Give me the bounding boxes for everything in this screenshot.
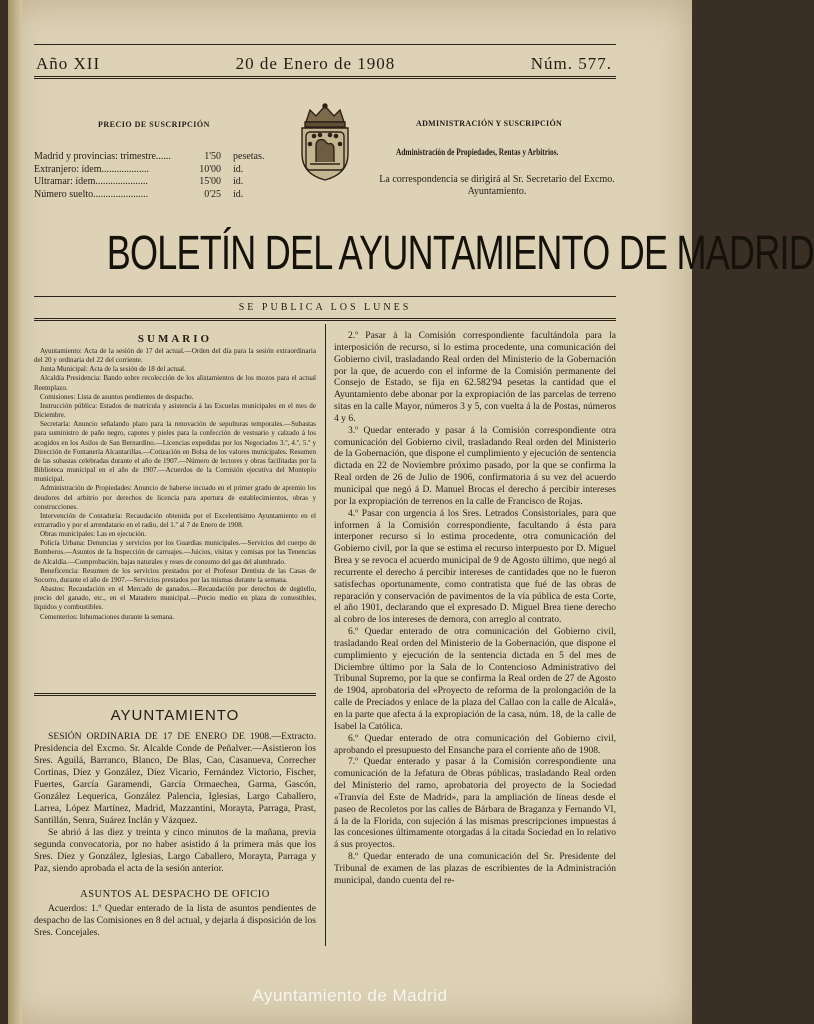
newspaper-page	[8, 0, 814, 1024]
session-paragraph: Se abrió á las diez y treinta y cinco minutos de la mañana, previa segunda convocatoria, por no haber asistido á la primera más que los Sres. Díez y González, Iglesias, Largo Caballero, Morayta, Parraga y Paz, siendo aprobada el acta de la sesión anterior.	[34, 827, 316, 874]
sumario-paragraph: Intervención de Contaduría: Recaudación obtenida por el Excelentísimo Ayuntamiento en el extrarradio y por el arrendatario en el radio, del 1.º al 7 de Enero de 1908.	[34, 511, 316, 529]
price-amount: 0'25	[204, 188, 221, 200]
title-rule	[34, 296, 616, 297]
admin-office: Administración de Propiedades, Rentas y Arbitrios.	[396, 147, 559, 157]
session-paragraph: SESIÓN ORDINARIA DE 17 DE ENERO DE 1908.—Extracto. Presidencia del Excmo. Sr. Alcalde Conde de Peñalver.—Asistieron los Sres. Aguilá, Barranco, Blanco, De Blas, Cao, Casanueva, Correcher Cortinas, Díez y González, Díez Vicario, Fernández Victorio, Fischer, Fuertes, García Garamendi, García Ormaechea, Garma, Gascón, González Lequerica, González Palencia, Iglesias, Largo Caballero, Larrea, López Martínez, Madrid, Mazzantini, Morayta, Parraga, Prast, Santillán, Senra, Suárez Inclán y Vázquez.	[34, 731, 316, 826]
sumario-section	[34, 333, 316, 622]
column-divider	[325, 324, 326, 946]
agreement-paragraph: 4.º Pasar con urgencia á los Sres. Letrados Consistoriales, para que informen á la Comisión correspondiente, facultando á ésta para interponer recurso si lo estima procedente, otra comunicación del Gobierno civil, por la que se estima el recurso interpuesto por D. Miguel Brea y se revoca el acuerdo municipal de 9 de Agosto último, que negó al recurrente el derecho á percibir intereses de cantidades que no le fueron satisfechas oportunamente, como contratista que fué de las obras de reparación y conservación de pavimentos de la vía pública de esta Corte, el año 1901, declarando que el expresado D. Miguel Brea tiene derecho al cobro de los intereses de demora, con arreglo al contrato.	[334, 507, 616, 626]
sumario-paragraph: Junta Municipal: Acta de la sesión de 18 del actual.	[40, 365, 186, 374]
issue-date: 20 de Enero de 1908	[235, 54, 396, 73]
sumario-title: SUMARIO	[137, 333, 213, 345]
price-amount: 1'50	[204, 151, 221, 162]
binding-edge	[8, 0, 22, 1024]
admin-note: La correspondencia se dirigirá al Sr. Secretario del Excmo. Ayuntamiento.	[379, 174, 615, 197]
agreement-paragraph: 6.º Quedar enterado de otra comunicación del Gobierno civil, aprobando el presupuesto del Ensanche para el corriente año de 1908.	[334, 732, 616, 756]
price-label: Ultramar: ídem.....................	[34, 176, 148, 187]
publication-note: SE PUBLICA LOS LUNES	[238, 302, 412, 313]
sumario-paragraph: Instrucción pública: Estados de matrícula y asistencia á las Escuelas municipales en el mes de Diciembre.	[34, 401, 316, 420]
sumario-paragraph: Beneficencia: Resumen de los servicios prestados por el Profesor Dentista de las Casas de Socorro, durante el año de 1907.—Servicios prestados por las mismas durante la semana.	[34, 566, 316, 584]
watermark: Ayuntamiento de Madrid	[252, 986, 448, 1005]
asuntos-subtitle: ASUNTOS AL DESPACHO DE OFICIO	[80, 889, 270, 900]
price-label: Madrid y provincias: trimestre......	[34, 151, 171, 162]
top-rule	[34, 44, 616, 45]
agreement-paragraph: 3.º Quedar enterado y pasar á la Comisión correspondiente otra comunicación del Gobierno civil, trasladando Real orden del Ministerio de la Gobernación, que dispone el cumplimiento y ejecución de sentencia dictada en 22 de Noviembre próximo pasado, por la que se confirma la Real orden de 26 de Julio de 1906, confirmatoria á su vez del acuerdo municipal que negó á D. Manuel Brocas el derecho á percibir intereses por la expropiación de terrenos en la calle de Francisco de Rojas.	[334, 424, 616, 507]
masthead-rule	[34, 76, 616, 79]
sumario-bottom-rule	[34, 693, 316, 696]
price-label: Extranjero: ídem...................	[34, 163, 149, 175]
header-bottom-rule	[34, 318, 616, 321]
price-unit: íd.	[233, 163, 244, 175]
right-column	[334, 330, 616, 887]
acuerdos-text	[34, 903, 316, 939]
right-column-text	[334, 330, 616, 887]
newspaper-title: BOLETÍN DEL AYUNTAMIENTO DE MADRID	[106, 227, 814, 280]
price-heading: PRECIO DE SUSCRIPCIÓN	[98, 120, 210, 129]
price-row	[34, 176, 264, 189]
price-amount: 10'00	[199, 163, 221, 175]
ayuntamiento-title: AYUNTAMIENTO	[110, 707, 240, 724]
admin-heading: ADMINISTRACIÓN Y SUSCRIPCIÓN	[416, 119, 563, 128]
coat-of-arms-icon	[294, 102, 356, 182]
price-unit: pesetas.	[233, 151, 265, 162]
sumario-paragraph: Cementerios: Inhumaciones durante la semana.	[40, 612, 175, 621]
masthead-row	[36, 52, 612, 76]
sumario-paragraph: Comisiones: Lista de asuntos pendientes de despacho.	[40, 392, 194, 401]
price-label: Número suelto......................	[34, 188, 149, 200]
price-unit: íd.	[233, 176, 244, 187]
agreement-paragraph: 8.º Quedar enterado de una comunicación del Sr. Presidente del Tribunal de examen de las plazas de escribientes de la Administración municipal, dando cuenta del re-	[334, 851, 616, 886]
issue-year: Año XII	[36, 54, 101, 73]
sumario-paragraph: Secretaría: Anuncio señalando plazo para la renovación de sepulturas temporales.—Subastas para suministro de paño negro, capotes y pieles para la confección de vestuario y calzado á los acogidos en los Asilos de San Bernardino.—Licencias expedidas por los Negociados 3.º, 4.º, 5.º y Dirección de Fontanería Alcantarillas.—Cotización en Bolsa de los valores municipales. Resumen de las subastas celebradas durante el año de 1907.—Número de lectores y obras facilitadas por la Biblioteca municipal en el año de 1907.—Acuerdos de la Comisión ejecutiva del Montepío municipal.	[34, 420, 316, 484]
issue-number: Núm. 577.	[530, 54, 612, 73]
sumario-paragraph: Policía Urbana: Denuncias y servicios por los Guardias municipales.—Servicios del cuerpo de Bomberos.—Asuntos de la Inspección de carruajes.—Juicios, visitas y comisas por las Tenencias de Alcaldía.—Comprobación, bajas naturales y reses de consumo del gas del alumbrado.	[34, 539, 316, 566]
price-amount: 15'00	[199, 176, 221, 187]
sumario-paragraph: Obras municipales: Las en ejecución.	[40, 530, 147, 539]
acuerdos-paragraph: Acuerdos: 1.º Quedar enterado de la lista de asuntos pendientes de despacho de las Comisiones en 8 del actual, y dejarla á disposición de los Sres. Concejales.	[34, 903, 316, 938]
price-row	[34, 189, 264, 202]
price-unit: íd.	[233, 188, 244, 200]
sumario-paragraph: Abastos: Recaudación en el Mercado de ganados.—Recaudación por derechos de degüello, precio del ganado, etc., en el Matadero municipal.—Precio medio en plaza de comestibles, líquidos y combustibles.	[34, 585, 316, 612]
price-row	[34, 151, 264, 164]
sumario-paragraph: Alcaldía Presidencia: Bando sobre recolección de los alistamientos de los mozos para el actual Reemplazo.	[34, 374, 316, 392]
session-text	[34, 731, 316, 875]
price-row	[34, 164, 264, 177]
agreement-paragraph: 2.º Pasar á la Comisión correspondiente facultándola para la interposición de recurso, si lo estima procedente, una comunicación del Gobierno civil, trasladando Real orden del Ministerio de la Gobernación por la que, de acuerdo con el informe de la Comisión permanente del Consejo de Estado, se fija en 62.582'94 pesetas la cantidad que el Ayuntamiento debe abonar por la expropiación de las parcelas de terreno sitas en la calle Mayor, números 3 y 5, con vuelta á la de Postas, números 4 y 6.	[334, 330, 616, 424]
agreement-paragraph: 7.º Quedar enterado y pasar á la Comisión correspondiente una comunicación de la Jefatura de Obras públicas, trasladando Real orden del Ministerio del ramo, aprobatoria del proyecto de la Sociedad «Tranvía del Este de Madrid», para la ampliación de líneas desde el paseo de Recoletos por las calles de Bárbara de Braganza y Fernando VI, á la de la Florida, con sujeción á las mismas prescripciones impuestas á las concesiones últimamente otorgadas á la citada Sociedad en lo relativo á sus proyectos.	[334, 756, 616, 851]
sumario-paragraph: Ayuntamiento: Acta de la sesión de 17 del actual.—Orden del día para la sesión extraordinaria del 20 y ordinaria del 22 del corriente.	[34, 347, 316, 365]
sumario-body	[34, 347, 316, 622]
sumario-paragraph: Administración de Propiedades: Anuncio de haberse incoado en el primer grado de apremio los deudores del arbitrio por derechos de licencia para apertura de establecimientos, obras y construcciones.	[34, 484, 316, 511]
agreement-paragraph: 6.º Quedar enterado de otra comunicación del Gobierno civil, trasladando Real orden del Ministerio de la Gobernación, que dispone el cumplimiento y ejecución de la sentencia dictada en 5 del mes de Diciembre último por la Sala de lo Contencioso Administrativo del Tribunal Supremo, por la que se confirma la Real orden de 27 de Agosto de 1904, aprobatoria del «Proyecto de reforma de la prolongación de la calle de Preciados y enlace de la plaza del Callao con la calle de Alcalá», en la parte que afecta á la expropiación de la casa, núm. 18, de la calle de Isabel la Católica.	[334, 626, 616, 732]
price-table	[34, 151, 264, 201]
